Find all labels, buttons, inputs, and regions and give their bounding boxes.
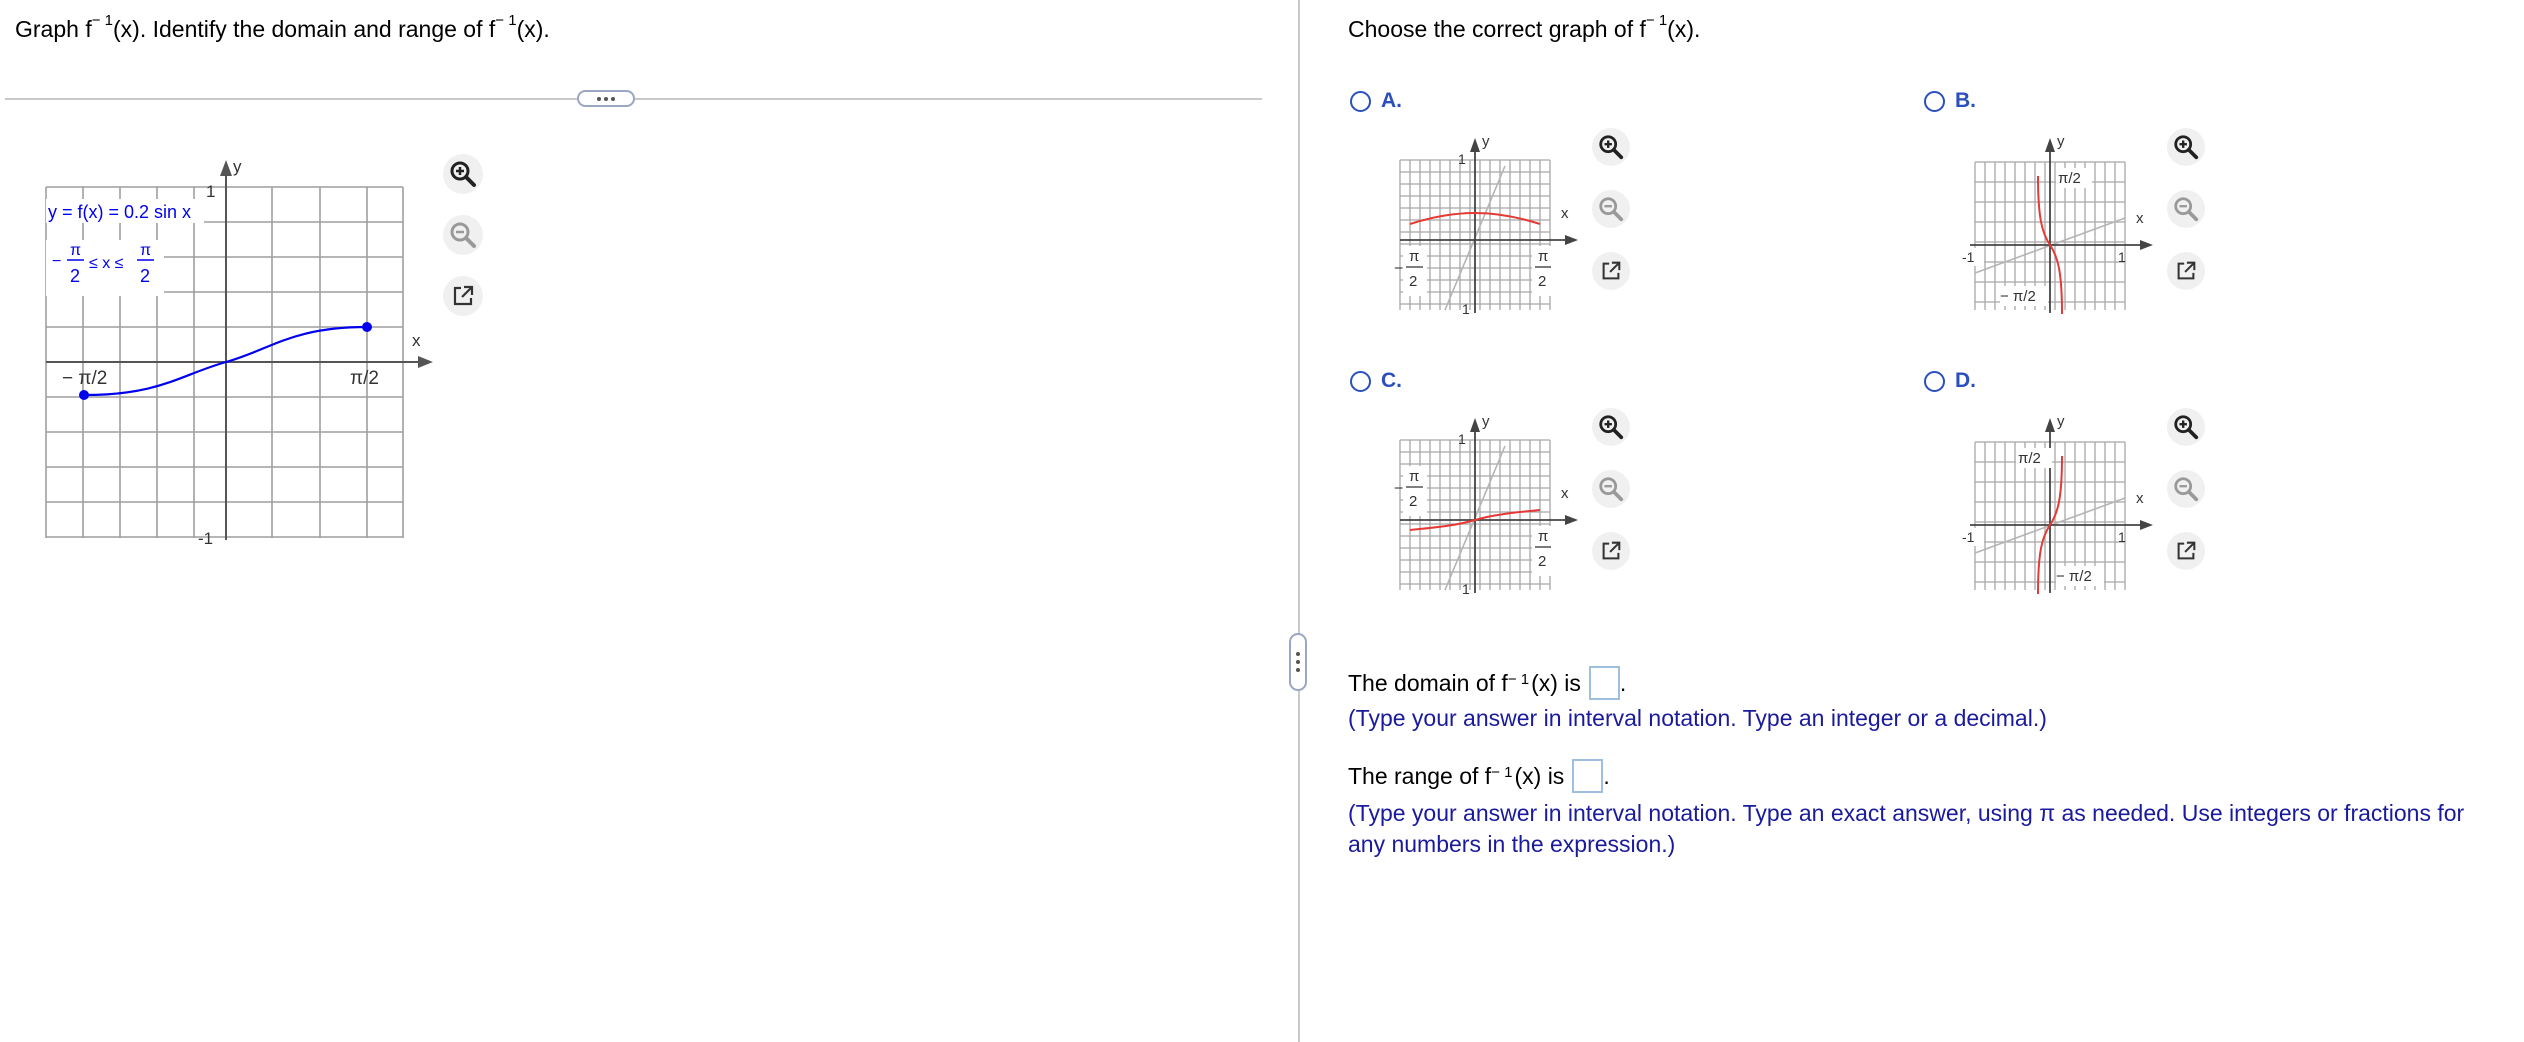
option-c-graph (1385, 408, 1590, 608)
option-a-graph (1385, 128, 1590, 328)
option-b-zoom-out-button[interactable] (2167, 190, 2205, 228)
magnifier-plus-icon (1597, 133, 1625, 161)
svg-text:y: y (1482, 133, 1490, 150)
svg-text:1: 1 (1458, 151, 1466, 167)
range-question: The range of f $^{- 1}$ (x) is . (1348, 759, 1610, 793)
left-endpoint (79, 390, 89, 400)
question-prompt: Graph $f^{- 1}(x)$. Identify the domain and range of $f^{- 1}(x)$. (15, 12, 550, 42)
svg-text:π: π (1409, 468, 1420, 485)
svg-text:-1: -1 (1962, 529, 1975, 545)
svg-text:2: 2 (1409, 273, 1418, 290)
panel-divider (1298, 0, 1300, 1042)
magnifier-minus-icon (2172, 475, 2200, 503)
external-link-icon (450, 283, 476, 309)
magnifier-minus-icon (448, 220, 478, 250)
magnifier-minus-icon (1597, 195, 1625, 223)
option-c-zoom-in-button[interactable] (1592, 408, 1630, 446)
option-d-graph (1960, 408, 2165, 608)
radio-option-d[interactable] (1924, 371, 1945, 392)
domain-question: The domain of f $^{- 1}$ (x) is . (1348, 666, 1626, 700)
svg-text:π/2: π/2 (2018, 450, 2041, 467)
right-endpoint (362, 322, 372, 332)
svg-text:2: 2 (1538, 273, 1547, 290)
option-c-zoom-out-button[interactable] (1592, 470, 1630, 508)
option-b[interactable]: B. (1924, 89, 1976, 113)
option-a-zoom-out-button[interactable] (1592, 190, 1630, 228)
svg-text:−: − (52, 253, 62, 270)
svg-text:2: 2 (1538, 553, 1547, 570)
function-label: y = f(x) = 0.2 sin x (48, 202, 192, 222)
external-link-icon (1599, 259, 1623, 283)
svg-text:y: y (1482, 413, 1490, 430)
svg-text:2: 2 (140, 266, 151, 286)
option-d-zoom-in-button[interactable] (2167, 408, 2205, 446)
svg-text:1: 1 (1462, 301, 1470, 317)
svg-text:x: x (2136, 490, 2144, 507)
magnifier-minus-icon (2172, 195, 2200, 223)
option-a-zoom-in-button[interactable] (1592, 128, 1630, 166)
ellipsis-icon (597, 97, 601, 101)
choose-graph-prompt: Choose the correct graph of $f^{- 1}(x)$. (1348, 12, 1701, 42)
svg-text:π: π (1538, 528, 1549, 545)
magnifier-plus-icon (2172, 133, 2200, 161)
option-b-graph (1960, 128, 2165, 328)
y-tick-bottom: -1 (198, 529, 214, 548)
x-tick-pi-half: π/2 (350, 368, 379, 389)
magnifier-plus-icon (2172, 413, 2200, 441)
svg-text:−: − (1394, 260, 1403, 277)
option-d-zoom-out-button[interactable] (2167, 470, 2205, 508)
option-d[interactable]: D. (1924, 369, 1976, 393)
svg-text:− π/2: − π/2 (2000, 288, 2036, 305)
vertical-ellipsis-icon (1296, 652, 1300, 656)
magnifier-plus-icon (1597, 413, 1625, 441)
domain-condition: ≤ x ≤ (89, 255, 124, 272)
radio-option-b[interactable] (1924, 91, 1945, 112)
radio-option-a[interactable] (1350, 91, 1371, 112)
given-function-graph (40, 150, 440, 550)
range-answer-input[interactable] (1572, 759, 1603, 793)
domain-answer-input[interactable] (1589, 666, 1620, 700)
magnifier-plus-icon (448, 159, 478, 189)
y-axis-label: y (233, 157, 242, 176)
option-c[interactable]: C. (1350, 369, 1402, 393)
magnifier-minus-icon (1597, 475, 1625, 503)
svg-text:− π/2: − π/2 (2056, 568, 2092, 585)
svg-text:π: π (70, 242, 82, 259)
svg-text:-1: -1 (1962, 249, 1975, 265)
panel-resize-handle[interactable] (1289, 633, 1307, 691)
svg-text:y: y (2057, 133, 2065, 150)
x-tick-neg-pi-half: − π/2 (62, 368, 108, 389)
svg-text:1: 1 (1458, 431, 1466, 447)
range-hint: (Type your answer in interval notation. Type an exact answer, using π as needed. Use integers or fractions for any numbers in the expression.) (1348, 800, 2465, 857)
svg-text:−: − (1394, 480, 1403, 497)
svg-text:π: π (140, 242, 152, 259)
svg-text:π/2: π/2 (2058, 170, 2081, 187)
svg-text:1: 1 (2118, 529, 2126, 545)
radio-option-c[interactable] (1350, 371, 1371, 392)
option-a[interactable]: A. (1350, 89, 1402, 113)
svg-text:x: x (2136, 210, 2144, 227)
option-a-popout-button[interactable] (1592, 252, 1630, 290)
svg-text:2: 2 (1409, 493, 1418, 510)
option-d-popout-button[interactable] (2167, 532, 2205, 570)
svg-text:x: x (1561, 485, 1569, 502)
external-link-icon (1599, 539, 1623, 563)
zoom-in-button[interactable] (443, 154, 483, 194)
popout-button[interactable] (443, 276, 483, 316)
svg-text:y: y (2057, 413, 2065, 430)
svg-text:1: 1 (1462, 581, 1470, 597)
x-axis-label: x (412, 331, 421, 350)
option-c-popout-button[interactable] (1592, 532, 1630, 570)
svg-text:π: π (1409, 248, 1420, 265)
external-link-icon (2174, 539, 2198, 563)
option-b-zoom-in-button[interactable] (2167, 128, 2205, 166)
svg-text:x: x (1561, 205, 1569, 222)
external-link-icon (2174, 259, 2198, 283)
domain-hint: (Type your answer in interval notation. Type an integer or a decimal.) (1348, 705, 2047, 731)
more-button[interactable] (577, 90, 635, 107)
svg-text:2: 2 (70, 266, 81, 286)
svg-text:π: π (1538, 248, 1549, 265)
option-b-popout-button[interactable] (2167, 252, 2205, 290)
zoom-out-button[interactable] (443, 215, 483, 255)
svg-text:1: 1 (2118, 249, 2126, 265)
y-tick-top: 1 (206, 182, 216, 201)
